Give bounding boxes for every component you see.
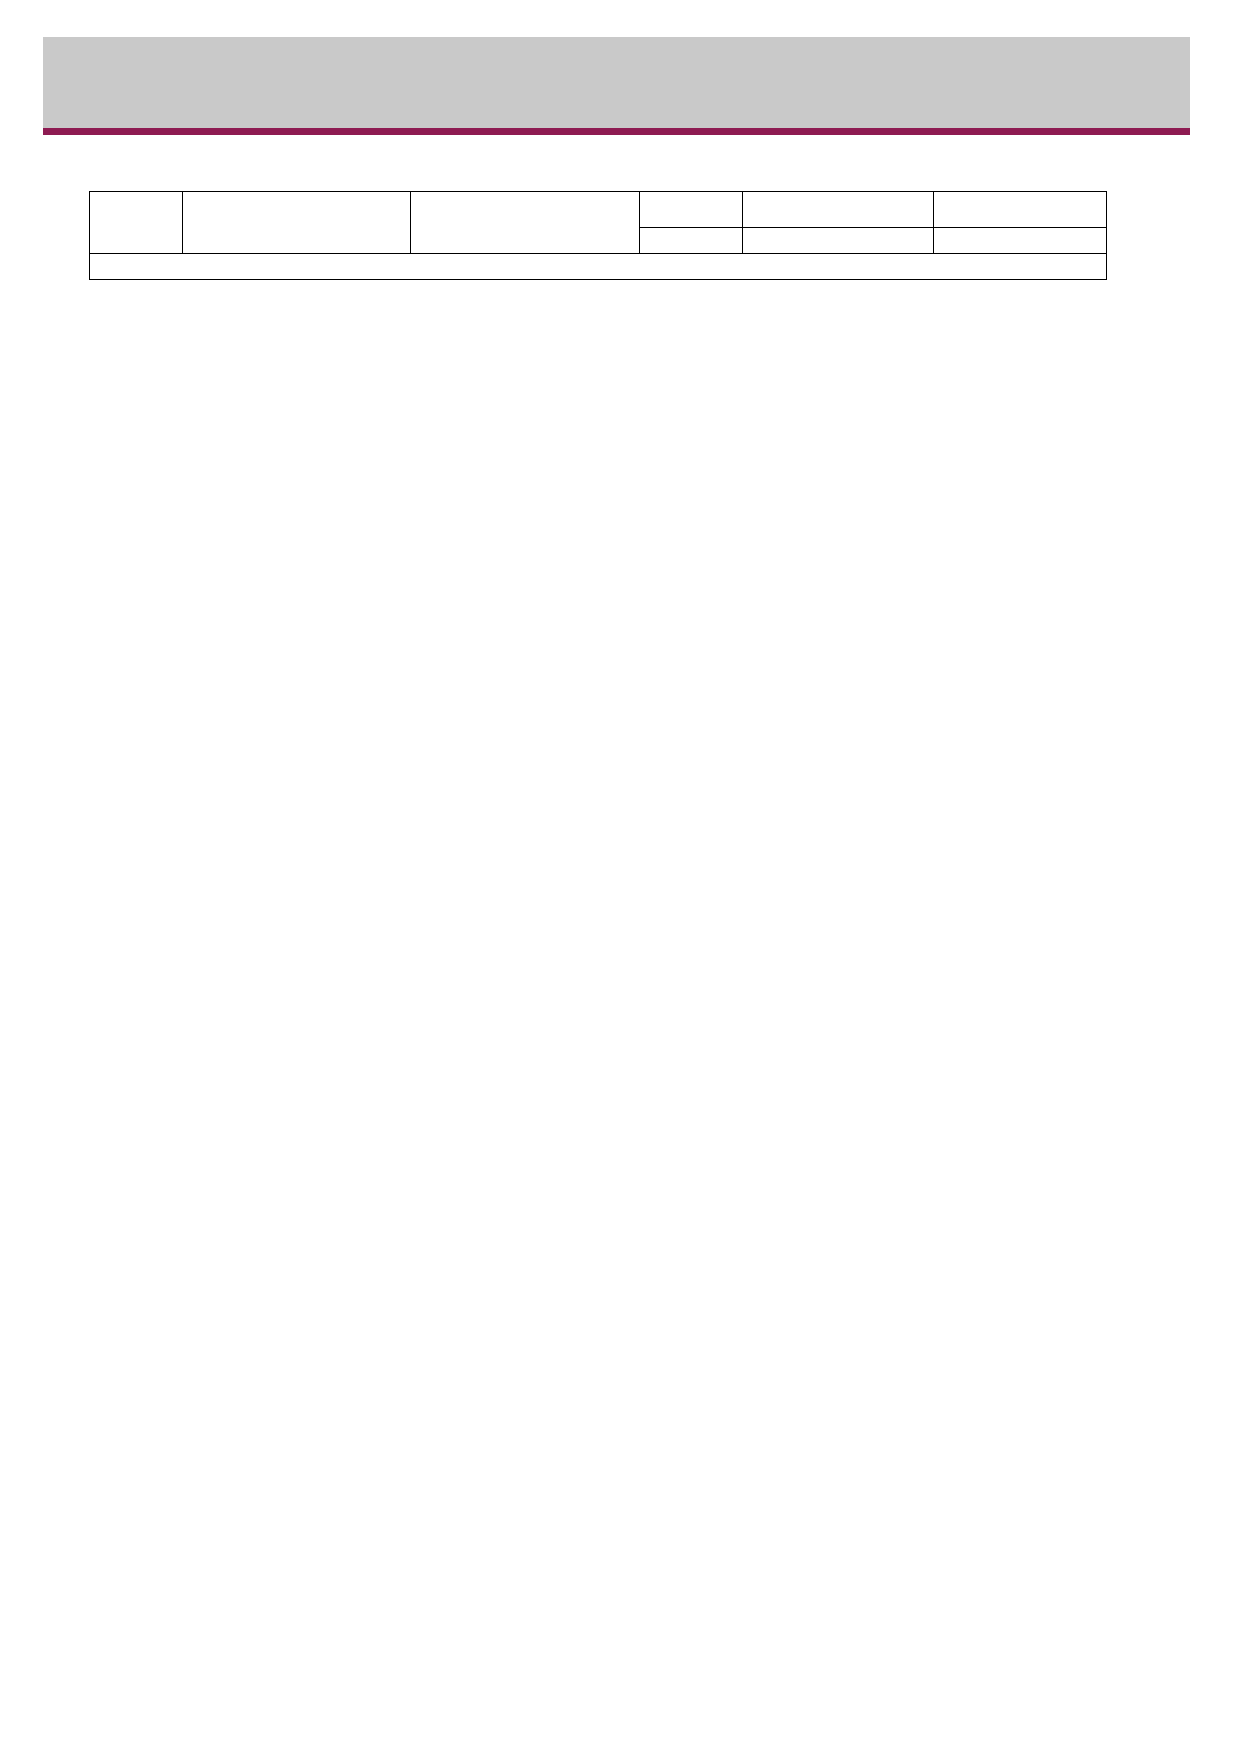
column-header-bezeichnung bbox=[183, 192, 411, 254]
column-header-pos bbox=[90, 192, 183, 254]
column-header-qty bbox=[640, 228, 743, 254]
column-header-row bbox=[90, 192, 1107, 228]
column-header-size bbox=[743, 228, 934, 254]
header-accent-rule bbox=[43, 128, 1190, 135]
column-header-designation bbox=[411, 192, 640, 254]
column-header-menge bbox=[640, 192, 743, 228]
column-header-groesse bbox=[743, 192, 934, 228]
parts-table bbox=[89, 191, 1107, 280]
parts-table-header bbox=[90, 192, 1107, 280]
header-band bbox=[43, 37, 1190, 128]
section-title-row bbox=[90, 254, 1107, 280]
brand-tagline bbox=[79, 139, 85, 157]
column-header-item bbox=[934, 228, 1107, 254]
column-header-artikel bbox=[934, 192, 1107, 228]
section-title bbox=[90, 254, 1107, 280]
